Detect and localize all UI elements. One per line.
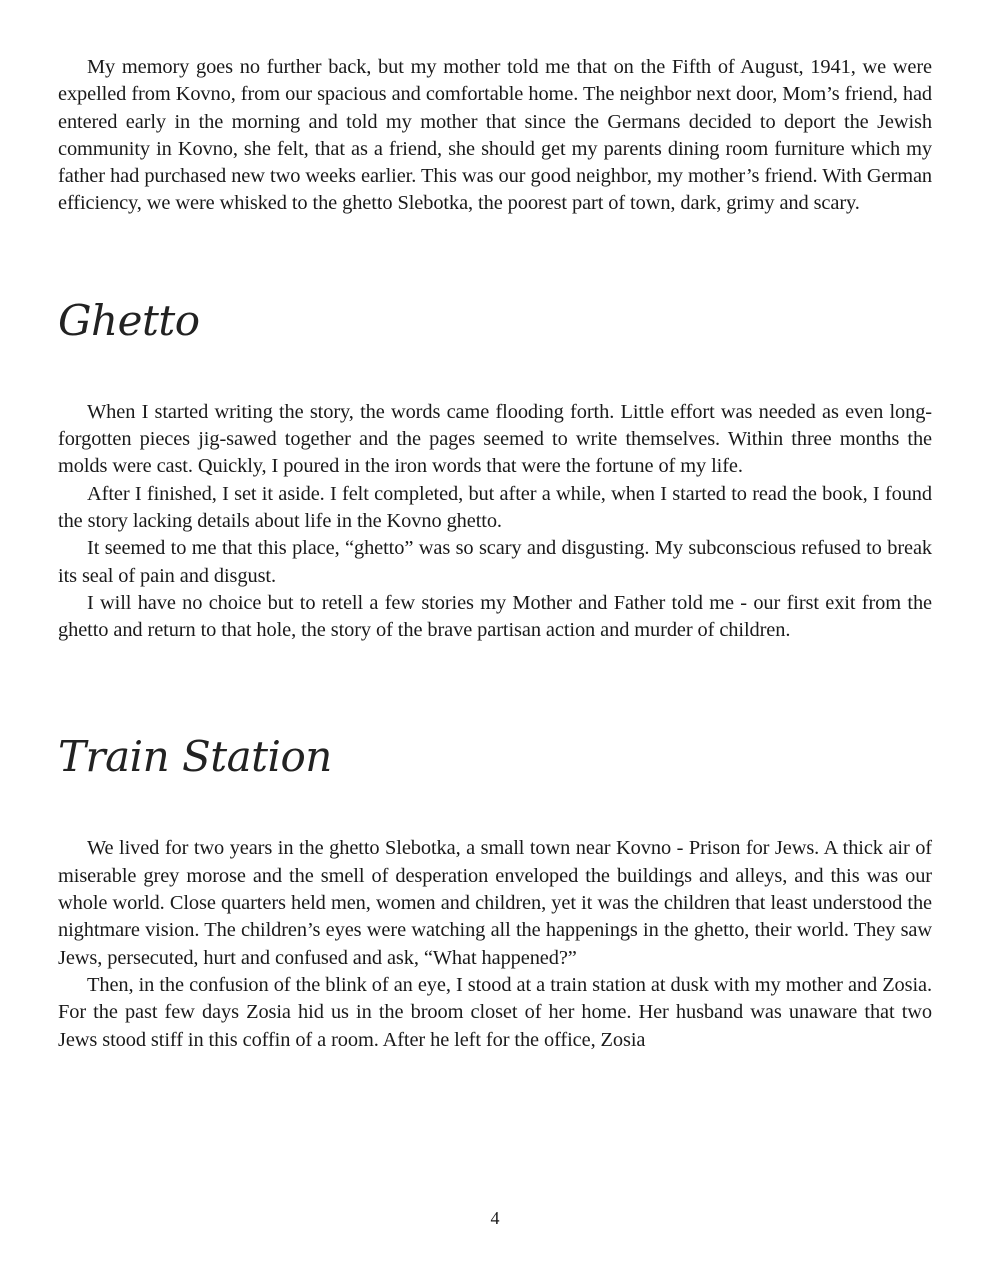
ghetto-paragraph-3: It seemed to me that this place, “ghetto” was so scary and disgusting. My subconscious refused to break its seal of pain and disgust. xyxy=(58,537,932,587)
train-station-paragraph-2: Then, in the confusion of the blink of an eye, I stood at a train station at dusk with my mother and Zosia. For the past few days Zosia hid us in the broom closet of her home. Her husband was unaware that two Jews stood stiff in this coffin of a room. After he left for the office, Zosia xyxy=(58,973,932,1051)
section-heading-ghetto: Ghetto xyxy=(58,295,200,345)
page-number: 4 xyxy=(490,1208,500,1228)
train-station-paragraph-1: We lived for two years in the ghetto Slebotka, a small town near Kovno - Prison for Jews. A thick air of miserable grey morose and the smell of desperation enveloped the buildings and alleys, and this was our whole world. Close quarters held men, women and children, yet it was the children that least understood the nightmare vision. The children’s eyes were watching all the happenings in the ghetto, their world. They saw Jews, persecuted, hurt and confused and ask, “What happened?” xyxy=(58,837,932,969)
ghetto-paragraph-1: When I started writing the story, the words came flooding forth. Little effort was needed as even long-forgotten pieces jig-sawed together and the pages seemed to write themselves. Within three months the molds were cast. Quickly, I poured in the iron words that were the fortune of my life. xyxy=(58,400,932,478)
intro-paragraph-1: My memory goes no further back, but my mother told me that on the Fifth of August, 1941, we were expelled from Kovno, from our spacious and comfortable home. The neighbor next door, Mom’s friend, had entered early in the morning and told my mother that since the Germans decided to deport the Jewish community in Kovno, she felt, that as a friend, she should get my parents dining room furniture which my father had purchased new two weeks earlier. This was our good neighbor, my mother’s friend. With German efficiency, we were whisked to the ghetto Slebotka, the poorest part of town, dark, grimy and scary. xyxy=(58,56,932,215)
section-heading-train-station: Train Station xyxy=(58,732,332,782)
page-body xyxy=(58,54,932,1054)
ghetto-paragraph-2: After I finished, I set it aside. I felt completed, but after a while, when I started to read the book, I found the story lacking details about life in the Kovno ghetto. xyxy=(58,482,932,532)
ghetto-paragraph-4: I will have no choice but to retell a few stories my Mother and Father told me - our first exit from the ghetto and return to that hole, the story of the brave partisan action and murder of children. xyxy=(58,591,932,642)
